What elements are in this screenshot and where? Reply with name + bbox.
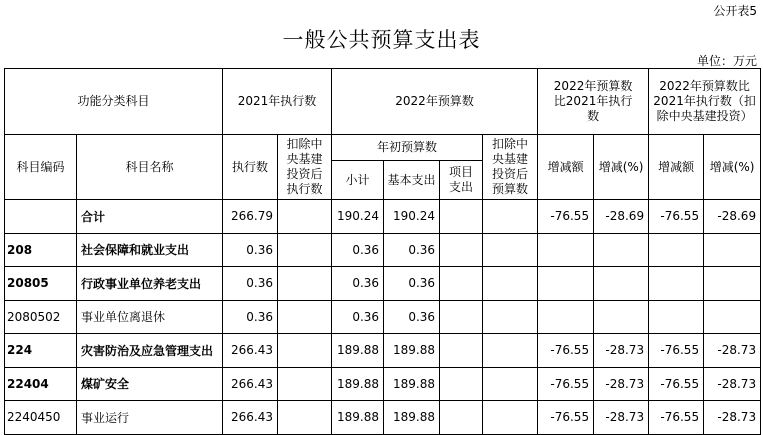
row-pct-2 bbox=[704, 233, 761, 267]
row-project bbox=[440, 233, 483, 267]
row-diff-2 bbox=[649, 300, 704, 334]
row-basic: 0.36 bbox=[384, 300, 440, 334]
header-compare-excl: 2022年预算数比2021年执行数（扣除中央基建投资） bbox=[649, 69, 761, 135]
row-diff-2: -76.55 bbox=[649, 401, 704, 435]
header-pct-2: 增减(%) bbox=[704, 135, 761, 200]
row-subtotal: 0.36 bbox=[332, 300, 384, 334]
header-initial-budget: 年初预算数 bbox=[332, 135, 483, 161]
row-pct-1 bbox=[594, 233, 649, 267]
row-basic: 0.36 bbox=[384, 233, 440, 267]
table-row bbox=[5, 200, 761, 234]
row-budget-excl bbox=[483, 200, 538, 234]
row-project bbox=[440, 334, 483, 368]
row-diff-1: -76.55 bbox=[538, 401, 594, 435]
row-subtotal: 189.88 bbox=[332, 334, 384, 368]
row-diff-2 bbox=[649, 267, 704, 301]
row-pct-1: -28.69 bbox=[594, 200, 649, 234]
row-basic: 189.88 bbox=[384, 401, 440, 435]
row-pct-1: -28.73 bbox=[594, 334, 649, 368]
row-basic: 189.88 bbox=[384, 367, 440, 401]
row-exec-excl bbox=[278, 367, 332, 401]
row-project bbox=[440, 300, 483, 334]
row-pct-2: -28.69 bbox=[704, 200, 761, 234]
row-subtotal: 190.24 bbox=[332, 200, 384, 234]
header-diff-2: 增减额 bbox=[649, 135, 704, 200]
row-diff-2 bbox=[649, 233, 704, 267]
row-subtotal: 0.36 bbox=[332, 233, 384, 267]
row-exec: 266.43 bbox=[223, 334, 278, 368]
row-diff-2: -76.55 bbox=[649, 334, 704, 368]
header-diff-1: 增减额 bbox=[538, 135, 594, 200]
header-code: 科目编码 bbox=[5, 135, 77, 200]
row-pct-2 bbox=[704, 267, 761, 301]
row-pct-1 bbox=[594, 267, 649, 301]
row-pct-2 bbox=[704, 300, 761, 334]
row-pct-2: -28.73 bbox=[704, 367, 761, 401]
row-exec-excl bbox=[278, 334, 332, 368]
row-subtotal: 189.88 bbox=[332, 367, 384, 401]
row-code: 2080502 bbox=[5, 300, 77, 334]
row-exec: 0.36 bbox=[223, 300, 278, 334]
row-pct-1: -28.73 bbox=[594, 401, 649, 435]
row-budget-excl bbox=[483, 401, 538, 435]
header-exec-amount: 执行数 bbox=[223, 135, 278, 200]
row-code: 2240450 bbox=[5, 401, 77, 435]
row-diff-2: -76.55 bbox=[649, 367, 704, 401]
row-name: 灾害防治及应急管理支出 bbox=[77, 334, 223, 368]
row-code: 224 bbox=[5, 334, 77, 368]
row-diff-2: -76.55 bbox=[649, 200, 704, 234]
row-name: 合计 bbox=[77, 200, 223, 234]
row-diff-1 bbox=[538, 233, 594, 267]
table-row bbox=[5, 367, 761, 401]
row-budget-excl bbox=[483, 267, 538, 301]
budget-table bbox=[4, 68, 761, 435]
row-code: 208 bbox=[5, 233, 77, 267]
row-basic: 190.24 bbox=[384, 200, 440, 234]
table-row bbox=[5, 267, 761, 301]
row-pct-1 bbox=[594, 300, 649, 334]
row-exec: 0.36 bbox=[223, 267, 278, 301]
row-exec: 266.43 bbox=[223, 401, 278, 435]
table-row bbox=[5, 334, 761, 368]
row-code: 22404 bbox=[5, 367, 77, 401]
header-budget-2022: 2022年预算数 bbox=[332, 69, 538, 135]
row-pct-1: -28.73 bbox=[594, 367, 649, 401]
row-exec: 266.79 bbox=[223, 200, 278, 234]
row-subtotal: 189.88 bbox=[332, 401, 384, 435]
row-budget-excl bbox=[483, 334, 538, 368]
row-name: 行政事业单位养老支出 bbox=[77, 267, 223, 301]
page-title: 一般公共预算支出表 bbox=[282, 28, 481, 52]
row-pct-2: -28.73 bbox=[704, 401, 761, 435]
document-number: 公开表5 bbox=[713, 4, 757, 18]
row-name: 事业单位离退休 bbox=[77, 300, 223, 334]
header-budget-excl: 扣除中央基建投资后预算数 bbox=[483, 135, 538, 200]
table-row bbox=[5, 233, 761, 267]
row-exec-excl bbox=[278, 233, 332, 267]
row-code: 20805 bbox=[5, 267, 77, 301]
row-project bbox=[440, 200, 483, 234]
row-diff-1 bbox=[538, 300, 594, 334]
header-project: 项目支出 bbox=[440, 161, 483, 200]
header-basic: 基本支出 bbox=[384, 161, 440, 200]
row-exec: 266.43 bbox=[223, 367, 278, 401]
row-exec-excl bbox=[278, 267, 332, 301]
row-project bbox=[440, 401, 483, 435]
row-diff-1: -76.55 bbox=[538, 200, 594, 234]
row-diff-1: -76.55 bbox=[538, 334, 594, 368]
header-pct-1: 增减(%) bbox=[594, 135, 649, 200]
header-compare-exec: 2022年预算数比2021年执行数 bbox=[538, 69, 649, 135]
row-code bbox=[5, 200, 77, 234]
header-exec-excl: 扣除中央基建投资后执行数 bbox=[278, 135, 332, 200]
row-diff-1: -76.55 bbox=[538, 367, 594, 401]
row-exec-excl bbox=[278, 200, 332, 234]
header-exec-2021: 2021年执行数 bbox=[223, 69, 332, 135]
row-exec: 0.36 bbox=[223, 233, 278, 267]
row-diff-1 bbox=[538, 267, 594, 301]
row-name: 事业运行 bbox=[77, 401, 223, 435]
header-name: 科目名称 bbox=[77, 135, 223, 200]
row-name: 煤矿安全 bbox=[77, 367, 223, 401]
row-project bbox=[440, 267, 483, 301]
row-basic: 0.36 bbox=[384, 267, 440, 301]
row-name: 社会保障和就业支出 bbox=[77, 233, 223, 267]
header-function-class: 功能分类科目 bbox=[5, 69, 223, 135]
unit-label: 单位：万元 bbox=[696, 54, 757, 68]
row-project bbox=[440, 367, 483, 401]
row-subtotal: 0.36 bbox=[332, 267, 384, 301]
row-budget-excl bbox=[483, 300, 538, 334]
row-budget-excl bbox=[483, 233, 538, 267]
row-pct-2: -28.73 bbox=[704, 334, 761, 368]
header-subtotal: 小计 bbox=[332, 161, 384, 200]
table-row bbox=[5, 401, 761, 435]
row-basic: 189.88 bbox=[384, 334, 440, 368]
row-budget-excl bbox=[483, 367, 538, 401]
row-exec-excl bbox=[278, 300, 332, 334]
row-exec-excl bbox=[278, 401, 332, 435]
table-row bbox=[5, 300, 761, 334]
